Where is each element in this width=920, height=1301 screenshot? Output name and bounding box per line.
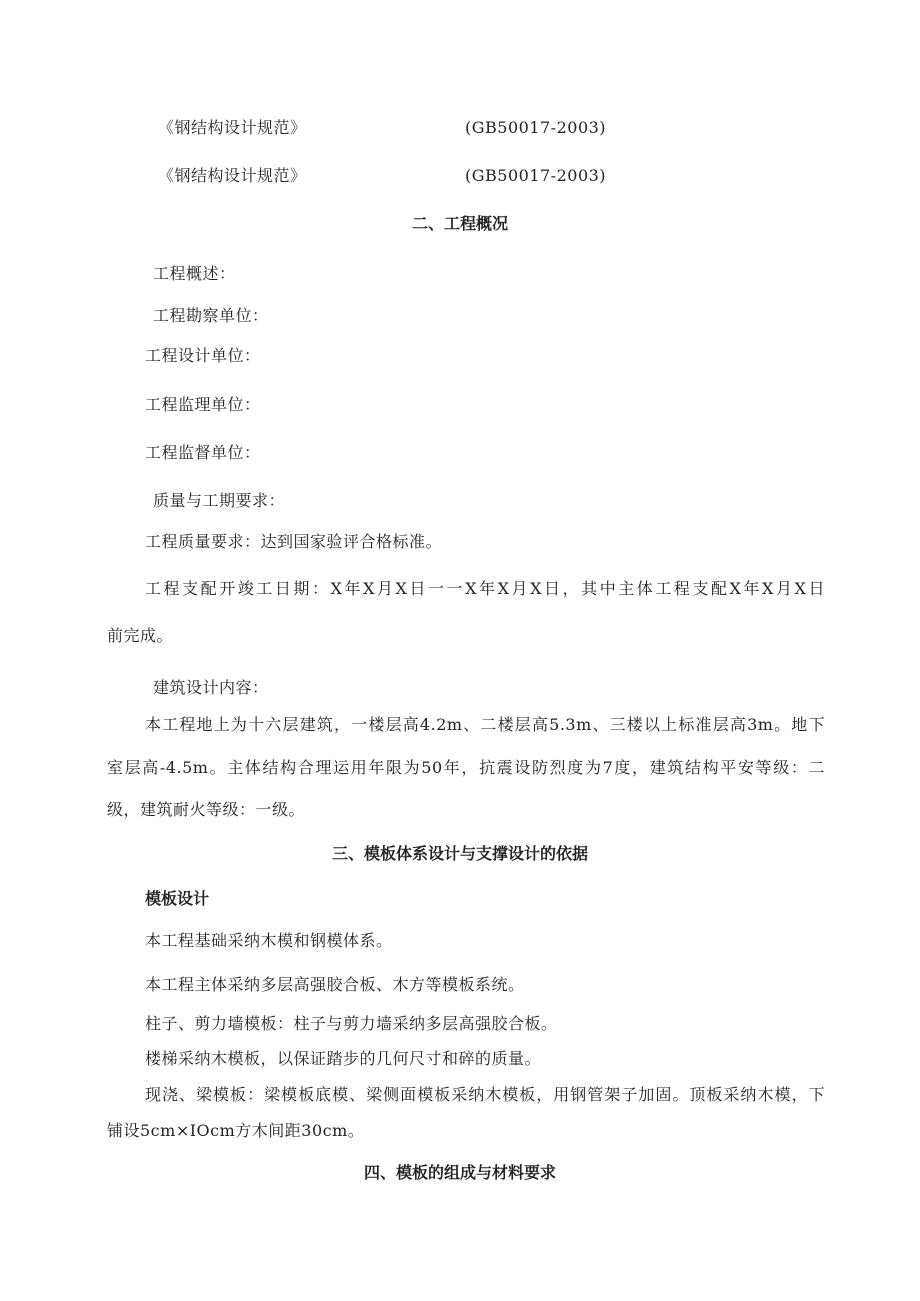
reference-code-2: (GB50017-2003) <box>465 166 607 185</box>
template-line-2: 本工程主体采纳多层高强胶合板、木方等模板系统。 <box>145 975 525 994</box>
oversight-unit: 工程监督单位： <box>145 443 261 462</box>
template-line-4: 楼梯采纳木模板，以保证踏步的几何尺寸和碎的质量。 <box>145 1049 542 1068</box>
design-unit: 工程设计单位： <box>145 346 261 365</box>
quality-label: 质量与工期要求： <box>153 491 286 510</box>
overview-label: 工程概述： <box>153 264 236 283</box>
schedule-line-2: 前完成。 <box>107 626 174 645</box>
section-3-title: 三、模板体系设计与支撑设计的依据 <box>331 844 588 863</box>
reference-name-2: 《钢结构设计规范》 <box>158 166 307 185</box>
template-line-5: 现浇、梁模板：梁模板底模、梁侧面模板采纳木模板，用钢管架子加固。顶板采纳木模，下 <box>145 1085 825 1104</box>
template-line-1: 本工程基础采纳木模和钢模体系。 <box>145 931 393 950</box>
quality-requirement: 工程质量要求：达到国家验评合格标准。 <box>145 532 443 551</box>
reference-name-1: 《钢结构设计规范》 <box>158 118 307 137</box>
section-4-title: 四、模板的组成与材料要求 <box>363 1163 556 1182</box>
arch-line-2: 室层高-4.5m。主体结构合理运用年限为50年，抗震设防烈度为7度，建筑结构平安等级：二 <box>107 758 825 777</box>
template-line-6: 铺设5cm×IOcm方木间距30cm。 <box>107 1121 365 1140</box>
arch-label: 建筑设计内容： <box>153 678 269 697</box>
schedule-line-1: 工程支配开竣工日期：X年X月X日一一X年X月X日，其中主体工程支配X年X月X日 <box>145 579 825 598</box>
section-3-subtitle: 模板设计 <box>145 889 210 908</box>
arch-line-3: 级，建筑耐火等级：一级。 <box>107 800 306 819</box>
reference-code-1: (GB50017-2003) <box>465 118 607 137</box>
survey-unit: 工程勘察单位： <box>153 306 269 325</box>
section-2-title: 二、工程概况 <box>411 214 508 233</box>
arch-line-1: 本工程地上为十六层建筑，一楼层高4.2m、二楼层高5.3m、三楼以上标准层高3m。地下 <box>145 715 825 734</box>
template-line-3: 柱子、剪力墙模板：柱子与剪力墙采纳多层高强胶合板。 <box>145 1014 558 1033</box>
supervision-unit: 工程监理单位： <box>145 395 261 414</box>
